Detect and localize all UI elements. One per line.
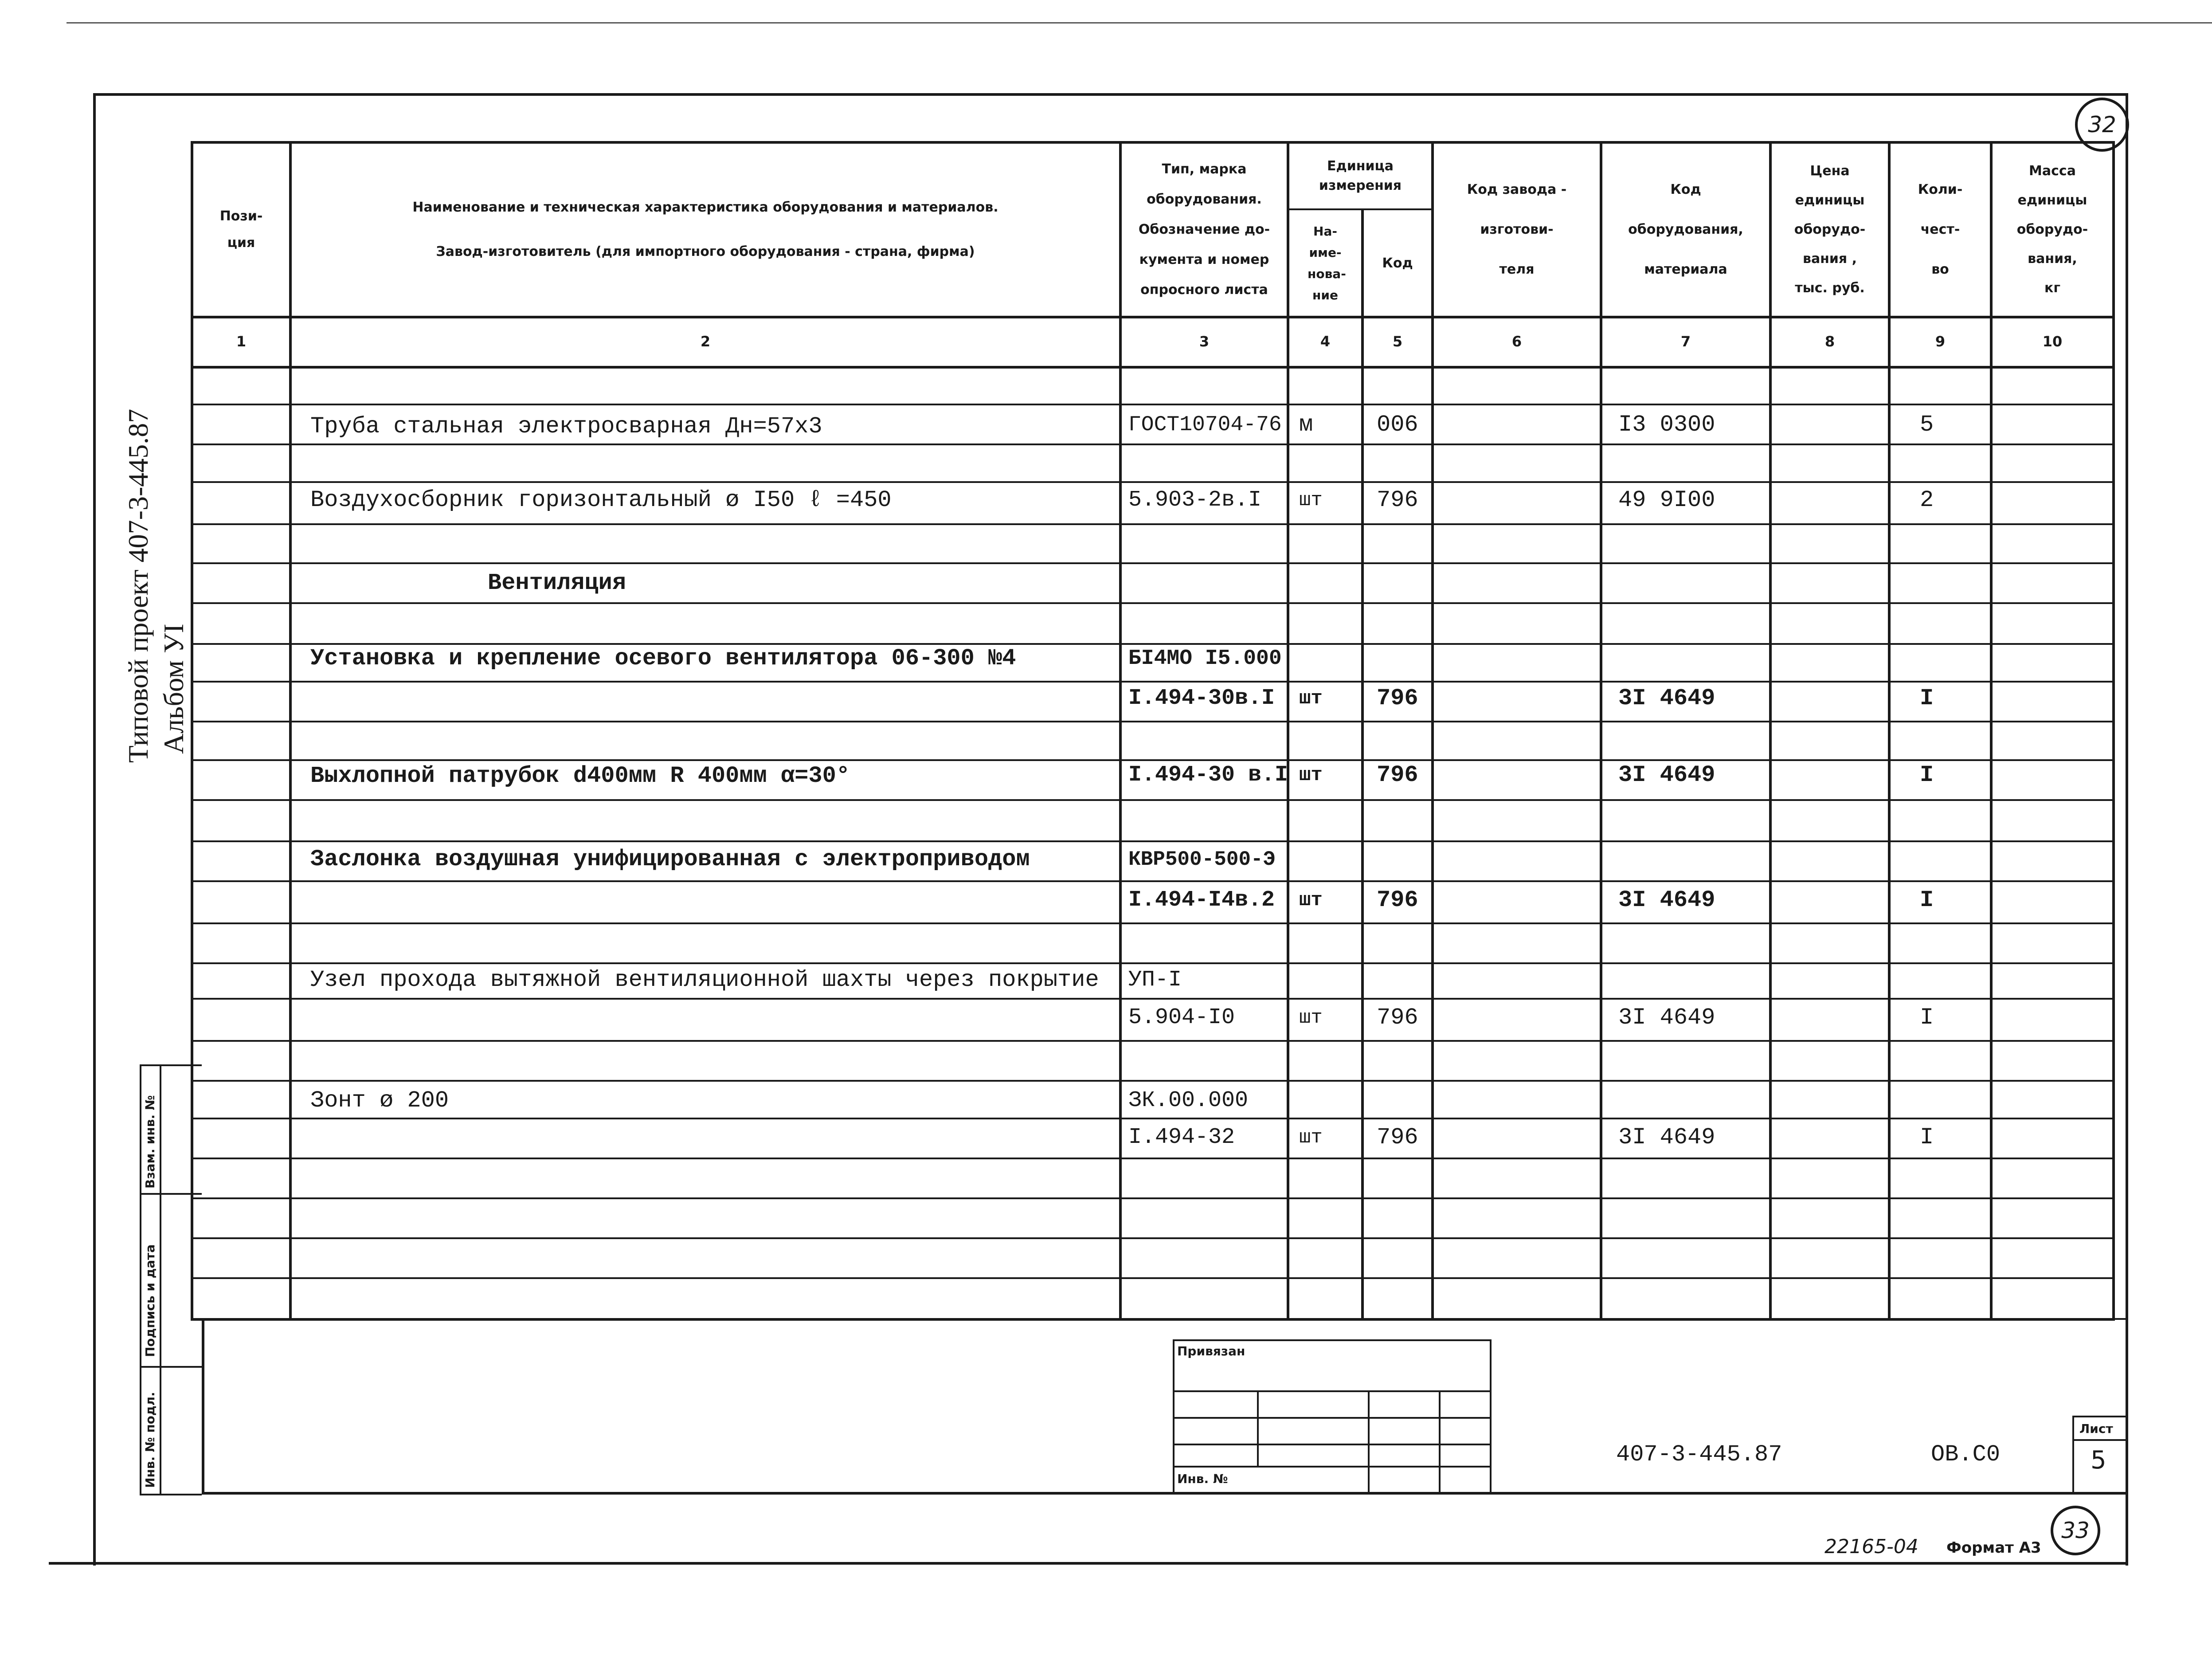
row-1-name: Труба стальная электросварная Дн=57х3 [310,413,822,440]
frame-right [2126,93,2128,1566]
row-line [191,1080,2115,1082]
row-6-equip-code: 3I 4649 [1618,762,1715,788]
unit-group-divider [1287,208,1431,210]
row-10-qty: I [1920,1005,1934,1031]
header-col3-line2: оборудования. [1147,192,1262,207]
stamp-divider [140,1193,202,1195]
row-5-code: 796 [1377,685,1418,711]
header-col7-line1: Код [1670,182,1701,197]
row-12-unit: шт [1299,1126,1323,1149]
row-10-code: 796 [1377,1005,1418,1031]
header-col8-line1: Цена [1810,163,1850,179]
row-8-code: 796 [1377,887,1418,913]
side-title-line2: Альбом УI [158,624,189,754]
row-2-name: Воздухосборник горизонтальный ø I50 ℓ =450 [310,487,892,513]
header-col9 [1891,144,1990,316]
row-line [191,1158,2115,1159]
privyazan-right [1490,1339,1492,1492]
row-5-type: I.494-30в.I [1128,686,1275,711]
row-6-qty: I [1920,762,1934,788]
header-col1-text: Пози-ция [219,208,263,251]
row-line [191,922,2115,924]
col-sep-1 [289,141,292,1321]
title-block-bottom [202,1492,2126,1495]
row-6-unit: шт [1299,764,1323,786]
row-1-unit: м [1299,412,1313,438]
row-2-qty: 2 [1920,487,1934,513]
row-2-unit: шт [1299,489,1323,511]
list-box-top [2072,1416,2126,1417]
list-label: Лист [2079,1421,2113,1436]
title-block-top-rule [2112,1318,2128,1320]
row-line [191,481,2115,483]
privyazan-divider [1173,1466,1492,1468]
row-line [191,523,2115,525]
colnum-1: 1 [236,333,247,350]
header-col3-line3: Обозначение до- [1138,222,1270,237]
privyazan-col [1368,1390,1370,1492]
row-1-equip-code: I3 0300 [1618,412,1715,438]
list-box-divider [2072,1439,2126,1441]
header-col7 [1602,144,1769,316]
header-col6-line2: изготови- [1480,222,1554,237]
stamp-divider [140,1366,202,1368]
header-col10-line1: Масса [2029,163,2076,179]
header-col8-line5: тыс. руб. [1795,280,1865,296]
row-4-type: БI4МО I5.000 [1128,647,1282,671]
row-4-name: Установка и крепление осевого вентилятора 06-300 №4 [310,645,1016,671]
row-5-qty: I [1920,685,1934,711]
stamp-strip-mid [160,1064,161,1495]
stamp-podpis: Подпись и дата [143,1244,157,1357]
row-line [191,562,2115,564]
row-9-type: УП-I [1128,967,1182,993]
row-8-unit: шт [1299,889,1323,911]
row-10-equip-code: 3I 4649 [1618,1005,1715,1031]
frame-bottom [49,1562,2128,1565]
row-1-code: 006 [1377,412,1418,438]
page-number-bottom [2051,1506,2100,1555]
doc-mark: ОВ.С0 [1931,1441,2001,1468]
privyazan-col [1439,1390,1441,1492]
header-col10-line5: кг [2044,280,2061,296]
frame-top [93,93,2128,96]
row-8-equip-code: 3I 4649 [1618,887,1715,913]
row-line [191,443,2115,445]
table-right [2112,141,2115,1321]
col-sep-4 [1361,208,1364,1321]
header-col9-line3: во [1931,262,1949,277]
header-col3-line5: опросного листа [1140,282,1268,298]
list-box-left [2072,1416,2074,1492]
privyazan-divider [1173,1390,1492,1392]
stamp-inv: Инв. № подл. [143,1392,157,1488]
stamp-strip-top [140,1064,202,1066]
header-col8-line3: оборудо- [1794,222,1866,237]
header-col6 [1434,144,1600,316]
col-sep-8 [1888,141,1891,1321]
header-col3-line4: кумента и номер [1139,252,1269,267]
privyazan-left [1173,1339,1175,1492]
row-7-name: Заслонка воздушная унифицированная с электроприводом [310,846,1030,872]
row-12-qty: I [1920,1124,1934,1150]
page-number-bottom-text: 33 [2061,1518,2090,1543]
row-12-code: 796 [1377,1124,1418,1150]
section-ventilation: Вентиляция [488,570,626,596]
privyazan-divider [1173,1444,1492,1445]
colnum-9: 9 [1935,333,1946,350]
table-left [191,141,193,1321]
header-col10 [1993,144,2112,316]
row-line [191,759,2115,761]
row-line [191,1040,2115,1042]
header-col2-line1: Наименование и техническая характеристика оборудования и материалов. [412,200,998,215]
row-2-code: 796 [1377,487,1418,513]
header-col1 [193,144,289,316]
list-value: 5 [2091,1446,2106,1475]
row-6-code: 796 [1377,762,1418,788]
privyazan-top [1173,1339,1492,1341]
row-12-equip-code: 3I 4649 [1618,1124,1715,1150]
row-line [191,962,2115,964]
row-line [191,840,2115,842]
row-1-qty: 5 [1920,412,1934,438]
header-bottom [191,316,2115,318]
header-col2-line2: Завод-изготовитель (для импортного оборудования - страна, фирма) [436,244,975,259]
header-col7-line2: оборудования, [1628,222,1743,237]
row-line [191,1277,2115,1279]
colnum-4: 4 [1320,333,1331,350]
header-col2 [292,144,1119,316]
col-sep-6 [1600,141,1602,1321]
row-11-name: Зонт ø 200 [310,1087,449,1114]
header-col3 [1122,144,1287,316]
inv-no-label: Инв. № [1177,1472,1228,1486]
col-sep-2 [1119,141,1122,1321]
row-line [191,998,2115,1000]
privyazan-col [1257,1390,1259,1466]
header-col4 [1289,211,1361,316]
header-col4-text: На-име-нова-ние [1308,224,1346,302]
scan-top-line [67,22,2212,24]
row-line [191,602,2115,604]
row-line [191,799,2115,801]
table-bottom [191,1318,2115,1321]
colnum-2: 2 [700,333,711,350]
header-col10-line2: единицы [2017,192,2087,208]
frame-left [93,93,96,1566]
row-10-type: 5.904-I0 [1128,1005,1235,1030]
row-line [191,880,2115,882]
row-7-type: КВР500-500-Э [1128,848,1276,871]
row-1-type: ГОСТ10704-76 [1128,413,1282,437]
col-sep-7 [1769,141,1772,1321]
bottom-code: 22165-04 [1824,1535,1918,1558]
row-8-qty: I [1920,887,1934,913]
header-unit-group [1289,144,1431,208]
header-col10-line4: вания, [2028,251,2077,267]
row-5-unit: шт [1299,687,1323,710]
header-col9-line2: чест- [1920,222,1960,237]
row-line [191,1197,2115,1199]
header-col8 [1772,144,1888,316]
col-sep-9 [1990,141,1993,1321]
privyazan-label: Привязан [1177,1344,1245,1358]
header-col8-line4: вания , [1802,251,1857,267]
row-12-type: I.494-32 [1128,1125,1235,1150]
stamp-vzam: Взам. инв. № [143,1095,157,1189]
header-col6-line1: Код завода - [1467,182,1567,197]
row-line [191,721,2115,722]
col-sep-5 [1431,141,1434,1321]
colnum-8: 8 [1824,333,1835,350]
privyazan-divider [1173,1417,1492,1419]
row-11-type: ЗК.00.000 [1128,1088,1249,1113]
row-6-name: Выхлопной патрубок d400мм R 400мм α=30° [310,763,850,789]
title-block-left [202,1318,204,1495]
stamp-strip-bottom [140,1494,202,1495]
header-col8-line2: единицы [1795,192,1865,208]
row-8-type: I.494-I4в.2 [1128,887,1275,913]
colnum-5: 5 [1392,333,1403,350]
header-col5-text: Код [1382,255,1413,271]
colnum-10: 10 [2042,333,2063,350]
row-line [191,681,2115,683]
page-number-top-text: 32 [2088,112,2116,137]
header-col7-line3: материала [1644,262,1727,277]
row-2-type: 5.903-2в.I [1128,487,1262,513]
header-col5 [1364,211,1431,316]
format-label: Формат А3 [1946,1539,2041,1557]
row-6-type: I.494-30 в.I [1128,762,1288,788]
side-title-line1: Типовой проект 407-3-445.87 [122,408,154,763]
colnum-7: 7 [1680,333,1691,350]
header-col6-line3: теля [1499,262,1535,277]
row-5-equip-code: 3I 4649 [1618,685,1715,711]
row-line [191,1118,2115,1119]
header-unit-group-text: Единица измерения [1319,158,1402,193]
header-col9-line1: Коли- [1918,182,1963,197]
row-10-unit: шт [1299,1007,1323,1029]
row-line [191,404,2115,405]
colnum-3: 3 [1199,333,1210,350]
row-line [191,643,2115,645]
row-line [191,1237,2115,1239]
header-col10-line3: оборудо- [2016,222,2088,237]
row-2-equip-code: 49 9I00 [1618,487,1715,513]
col-sep-3 [1287,141,1289,1321]
row-9-name: Узел прохода вытяжной вентиляционной шахты через покрытие [310,967,1099,993]
doc-number: 407-3-445.87 [1616,1441,1782,1468]
colnum-bottom [191,366,2115,369]
header-col3-line1: Тип, марка [1162,161,1247,177]
stamp-strip-left [140,1064,141,1495]
colnum-6: 6 [1511,333,1522,350]
